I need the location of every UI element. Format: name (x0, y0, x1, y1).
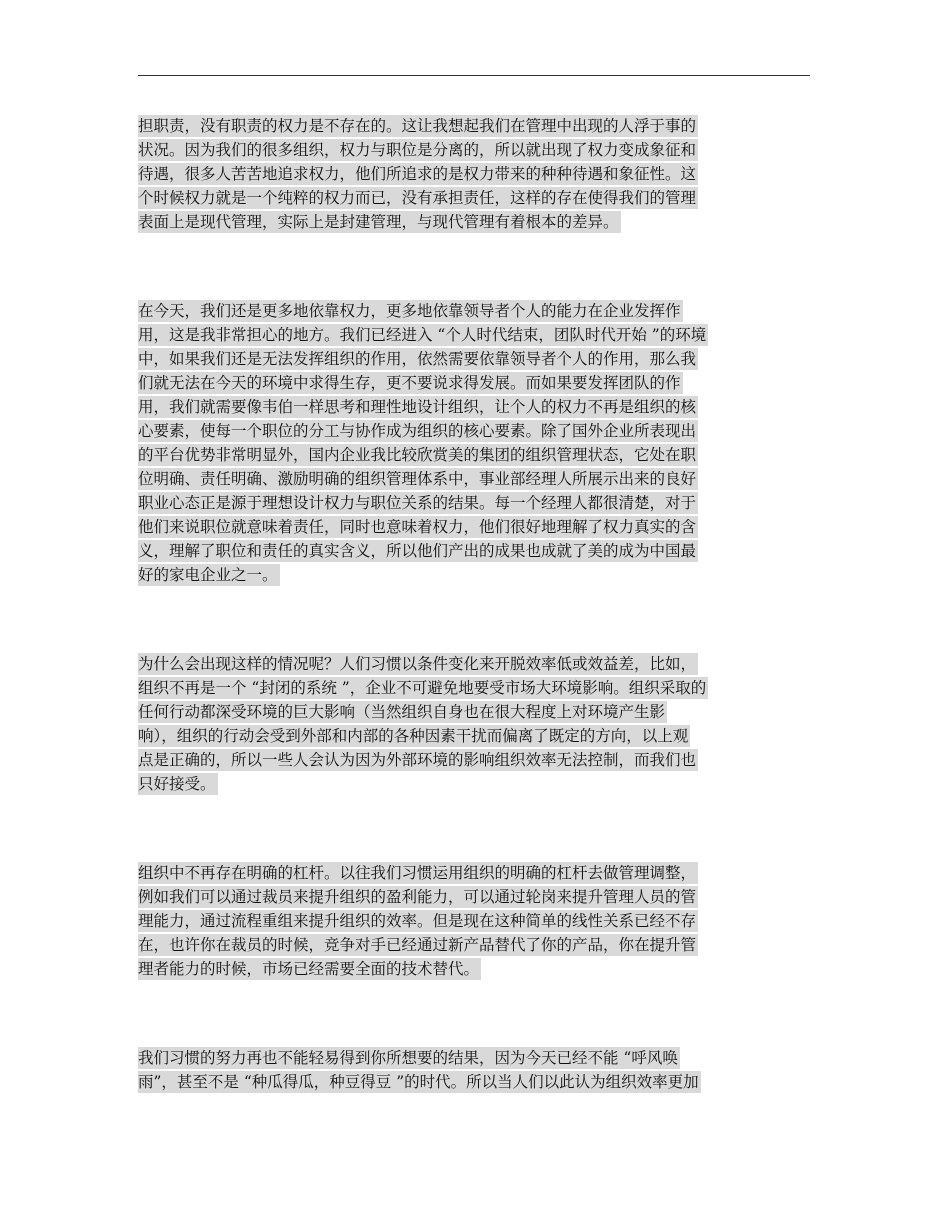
text-line (138, 933, 810, 957)
paragraph-5 (138, 1046, 810, 1094)
line-text: 只好接受。 (138, 775, 216, 793)
line-text: 在，也许你在裁员的时候，竞争对手已经通过新产品替代了你的产品，你在提升管 (138, 936, 697, 954)
line-text: 我们习惯的努力再也不能轻易得到你所想要的结果，因为今天已经不能 “呼风唤 (138, 1049, 678, 1067)
line-text: 待遇，很多人苦苦地追求权力，他们所追求的是权力带来的种种待遇和象征性。这 (138, 165, 697, 183)
text-line (138, 909, 810, 933)
text-line (138, 515, 810, 539)
text-line (138, 323, 810, 347)
text-line (138, 539, 810, 563)
text-line (138, 419, 810, 443)
text-line (138, 443, 810, 467)
text-line (138, 885, 810, 909)
paragraph-3 (138, 652, 810, 796)
paragraph-1 (138, 114, 810, 234)
line-text: 组织不再是一个 “封闭的系统 ”，企业不可避免地要受市场大环境影响。组织采取的 (138, 679, 707, 697)
text-line (138, 652, 810, 676)
line-text: 职业心态正是源于理想设计权力与职位关系的结果。每一个经理人都很清楚，对于 (138, 494, 697, 512)
line-text: 雨”，甚至不是 “种瓜得瓜，种豆得豆 ”的时代。所以当人们以此认为组织效率更加 (138, 1073, 699, 1091)
line-text: 他们来说职位就意味着责任，同时也意味着权力，他们很好地理解了权力真实的含 (138, 518, 697, 536)
text-line (138, 210, 810, 234)
line-text: 用，这是我非常担心的地方。我们已经进入 “个人时代结束，团队时代开始 ”的环境 (138, 326, 707, 344)
text-line (138, 772, 810, 796)
line-text: 心要素，使每一个职位的分工与协作成为组织的核心要素。除了国外企业所表现出 (138, 422, 697, 440)
line-text: 个时候权力就是一个纯粹的权力而已，没有承担责任，这样的存在使得我们的管理 (138, 189, 697, 207)
text-line (138, 467, 810, 491)
text-line (138, 676, 810, 700)
text-line (138, 861, 810, 885)
line-text: 担职责，没有职责的权力是不存在的。这让我想起我们在管理中出现的人浮于事的 (138, 117, 697, 135)
text-line (138, 700, 810, 724)
text-line (138, 491, 810, 515)
line-text: 例如我们可以通过裁员来提升组织的盈利能力，可以通过轮岗来提升管理人员的管 (138, 888, 697, 906)
line-text: 任何行动都深受环境的巨大影响（当然组织自身也在很大程度上对环境产生影 (138, 703, 666, 721)
line-text: 组织中不再存在明确的杠杆。以往我们习惯运用组织的明确的杠杆去做管理调整， (138, 864, 697, 882)
line-text: 位明确、责任明确、激励明确的组织管理体系中，事业部经理人所展示出来的良好 (138, 470, 697, 488)
line-text: 为什么会出现这样的情况呢？人们习惯以条件变化来开脱效率低或效益差，比如， (138, 655, 697, 673)
line-text: 表面上是现代管理，实际上是封建管理，与现代管理有着根本的差异。 (138, 213, 619, 231)
line-text: 们就无法在今天的环境中求得生存，更不要说求得发展。而如果要发挥团队的作 (138, 374, 681, 392)
text-line (138, 162, 810, 186)
line-text: 义，理解了职位和责任的真实含义，所以他们产出的成果也成就了美的成为中国最 (138, 542, 697, 560)
header-rule (138, 75, 810, 76)
text-line (138, 395, 810, 419)
text-line (138, 1046, 810, 1070)
line-text: 好的家电企业之一。 (138, 566, 278, 584)
text-line (138, 114, 810, 138)
line-text: 状况。因为我们的很多组织，权力与职位是分离的，所以就出现了权力变成象征和 (138, 141, 697, 159)
text-line (138, 724, 810, 748)
line-text: 的平台优势非常明显外，国内企业我比较欣赏美的集团的组织管理状态，它处在职 (138, 446, 697, 464)
text-line (138, 563, 810, 587)
text-line (138, 138, 810, 162)
text-line (138, 748, 810, 772)
line-text: 理能力，通过流程重组来提升组织的效率。但是现在这种简单的线性关系已经不存 (138, 912, 697, 930)
line-text: 在今天，我们还是更多地依靠权力，更多地依靠领导者个人的能力在企业发挥作 (138, 302, 681, 320)
text-line (138, 371, 810, 395)
line-text: 响），组织的行动会受到外部和内部的各种因素干扰而偏离了既定的方向，以上观 (138, 727, 689, 745)
line-text: 点是正确的，所以一些人会认为因为外部环境的影响组织效率无法控制，而我们也 (138, 751, 697, 769)
line-text: 用，我们就需要像韦伯一样思考和理性地设计组织，让个人的权力不再是组织的核 (138, 398, 697, 416)
text-line (138, 957, 810, 981)
text-line (138, 1070, 810, 1094)
text-line (138, 347, 810, 371)
text-line (138, 299, 810, 323)
paragraph-2 (138, 299, 810, 587)
paragraph-4 (138, 861, 810, 981)
text-line (138, 186, 810, 210)
line-text: 中，如果我们还是无法发挥组织的作用，依然需要依靠领导者个人的作用，那么我 (138, 350, 697, 368)
line-text: 理者能力的时候，市场已经需要全面的技术替代。 (138, 960, 480, 978)
